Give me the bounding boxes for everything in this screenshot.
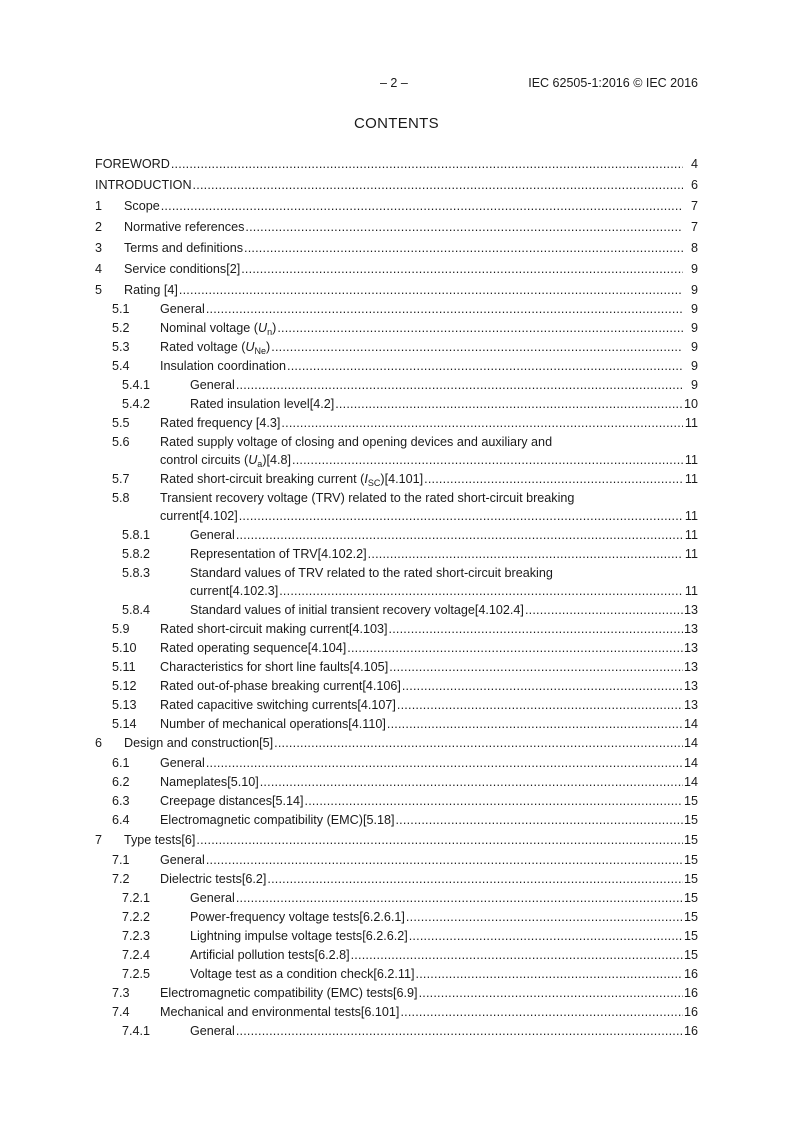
toc-entry[interactable] — [95, 528, 698, 543]
toc-entry-title: Nominal voltage $(U_n)$ — [160, 321, 277, 337]
toc-entry-page: 11 — [684, 528, 698, 542]
toc-entry-title: Rated frequency [4.3] — [160, 416, 281, 430]
toc-entry[interactable] — [95, 813, 698, 828]
toc-entry-title: Rated out-of-phase breaking current[4.106] — [160, 679, 401, 693]
toc-entry-title: Artificial pollution tests[6.2.8] — [190, 948, 350, 962]
toc-entry-page: 13 — [683, 603, 698, 617]
toc-entry[interactable] — [95, 872, 698, 887]
toc-entry-number: 5.4 — [112, 359, 130, 373]
dot-leader — [400, 1005, 683, 1020]
toc-entry-number: 5.5 — [112, 416, 130, 430]
toc-entry-number: 7.1 — [112, 853, 130, 867]
toc-entry-title: Rated operating sequence[4.104] — [160, 641, 347, 655]
toc-entry[interactable] — [95, 378, 698, 393]
toc-entry-page: 9 — [690, 340, 698, 354]
toc-entry-number: 7.4 — [112, 1005, 130, 1019]
toc-entry-number: 6.3 — [112, 794, 130, 808]
toc-entry[interactable] — [95, 603, 698, 618]
toc-entry-title: control circuits $(U_a)[4.8]$ — [160, 453, 292, 469]
toc-entry-number: 5.4.1 — [122, 378, 151, 392]
toc-entry-title: Standard values of TRV related to the rated short-circuit breaking — [190, 566, 553, 580]
dot-leader — [387, 717, 683, 732]
toc-entry[interactable] — [95, 359, 698, 374]
toc-entry[interactable] — [95, 491, 698, 524]
toc-entry[interactable] — [95, 794, 698, 809]
dot-leader — [179, 283, 683, 298]
toc-entry-page: 14 — [683, 717, 698, 731]
toc-entry-title: Representation of TRV[4.102.2] — [190, 547, 367, 561]
toc-entry[interactable] — [95, 472, 698, 487]
toc-entry-page: 8 — [690, 241, 698, 255]
toc-entry[interactable] — [95, 397, 698, 412]
toc-entry[interactable] — [95, 756, 698, 771]
toc-entry-title: Transient recovery voltage (TRV) related to the rated short-circuit breaking — [160, 491, 575, 505]
toc-entry-page: 13 — [683, 622, 698, 636]
toc-entry-page: 16 — [683, 1024, 698, 1038]
dot-leader — [335, 397, 683, 412]
toc-entry-title: Rating [4] — [124, 283, 178, 297]
toc-entry[interactable] — [95, 948, 698, 963]
toc-entry-title: Insulation coordination — [160, 359, 287, 373]
toc-entry-title: Terms and definitions — [124, 241, 244, 255]
toc-entry-number: 7.2.3 — [122, 929, 151, 943]
dot-leader — [241, 262, 683, 277]
toc-entry-page: 4 — [690, 157, 698, 171]
dot-leader — [271, 340, 683, 355]
dot-leader — [161, 199, 683, 214]
dot-leader — [368, 547, 683, 562]
toc-entry[interactable] — [95, 157, 698, 172]
toc-entry-page: 9 — [690, 262, 698, 276]
toc-entry-page: 15 — [683, 929, 698, 943]
toc-entry-page: 11 — [684, 453, 698, 467]
toc-entry-title: Lightning impulse voltage tests[6.2.6.2] — [190, 929, 408, 943]
page-header — [0, 76, 793, 92]
toc-entry-number: 5.8.4 — [122, 603, 151, 617]
toc-entry-title: Normative references — [124, 220, 245, 234]
toc-entry-number: 5.1 — [112, 302, 130, 316]
toc-entry-title: General — [190, 378, 235, 392]
dot-leader — [292, 453, 683, 468]
toc-entry-title: Electromagnetic compatibility (EMC) tests[6.9] — [160, 986, 418, 1000]
toc-entry-page: 11 — [684, 584, 698, 598]
toc-entry[interactable] — [95, 566, 698, 599]
dot-leader — [347, 641, 683, 656]
dot-leader — [244, 241, 683, 256]
dot-leader — [281, 416, 683, 431]
toc-entry[interactable] — [95, 986, 698, 1001]
toc-entry-number: 7.2.1 — [122, 891, 151, 905]
dot-leader — [267, 872, 683, 887]
toc-entry-number: 5.10 — [112, 641, 137, 655]
toc-entry-page: 16 — [683, 1005, 698, 1019]
toc-entry[interactable] — [95, 698, 698, 713]
toc-entry-number: 7 — [95, 833, 103, 847]
dot-leader — [409, 929, 683, 944]
dot-leader — [351, 948, 683, 963]
toc-entry-page: 14 — [683, 775, 698, 789]
toc-entry[interactable] — [95, 547, 698, 562]
toc-entry-title: Rated supply voltage of closing and opening devices and auxiliary and — [160, 435, 553, 449]
dot-leader — [389, 622, 683, 637]
toc-entry-title: Electromagnetic compatibility (EMC)[5.18] — [160, 813, 395, 827]
toc-entry-number: 6 — [95, 736, 103, 750]
toc-entry-page: 11 — [684, 509, 698, 523]
toc-entry[interactable] — [95, 736, 698, 751]
toc-entry[interactable] — [95, 262, 698, 277]
toc-entry-title: General — [160, 756, 205, 770]
toc-entry-page: 13 — [683, 641, 698, 655]
dot-leader — [402, 679, 683, 694]
toc-entry[interactable] — [95, 891, 698, 906]
toc-entry-page: 16 — [683, 986, 698, 1000]
toc-entry[interactable] — [95, 775, 698, 790]
toc-entry-number: 6.4 — [112, 813, 130, 827]
toc-entry[interactable] — [95, 1005, 698, 1020]
dot-leader — [406, 910, 683, 925]
dot-leader — [236, 891, 683, 906]
toc-entry-title: General — [160, 302, 205, 316]
toc-entry-number: 7.3 — [112, 986, 130, 1000]
toc-entry-title: Rated short-circuit breaking current $(I_{SC})[4.101]$ — [160, 472, 424, 488]
toc-entry-title: Rated capacitive switching currents[4.107] — [160, 698, 396, 712]
toc-entry-page: 9 — [690, 302, 698, 316]
dot-leader — [274, 736, 683, 751]
toc-entry-title: Power-frequency voltage tests[6.2.6.1] — [190, 910, 405, 924]
toc-entry-page: 13 — [683, 660, 698, 674]
toc-entry[interactable] — [95, 717, 698, 732]
toc-entry[interactable] — [95, 283, 698, 298]
toc-entry-title: Rated insulation level[4.2] — [190, 397, 335, 411]
toc-entry-title: General — [190, 528, 235, 542]
toc-entry-number: 5.8.1 — [122, 528, 151, 542]
toc-entry[interactable] — [95, 321, 698, 336]
toc-entry-number: 5.8 — [112, 491, 130, 505]
toc-entry-title: Number of mechanical operations[4.110] — [160, 717, 386, 731]
toc-entry[interactable] — [95, 853, 698, 868]
toc-entry-number: 5.11 — [112, 660, 136, 674]
toc-entry-number: 5.14 — [112, 717, 137, 731]
toc-entry-title: Scope — [124, 199, 160, 213]
dot-leader — [424, 472, 683, 487]
toc-entry-number: 5.3 — [112, 340, 130, 354]
toc-entry[interactable] — [95, 199, 698, 214]
toc-entry-page: 9 — [690, 359, 698, 373]
toc-entry-number: 3 — [95, 241, 103, 255]
toc-entry-title: Service conditions[2] — [124, 262, 241, 276]
toc-entry-page: 14 — [683, 756, 698, 770]
toc-entry[interactable] — [95, 660, 698, 675]
toc-entry-number: 5 — [95, 283, 103, 297]
dot-leader — [287, 359, 683, 374]
toc-entry-page: 15 — [683, 853, 698, 867]
toc-entry-page: 11 — [684, 547, 698, 561]
dot-leader — [525, 603, 683, 618]
toc-entry-page: 15 — [683, 948, 698, 962]
dot-leader — [245, 220, 683, 235]
toc-entry-title: Dielectric tests[6.2] — [160, 872, 267, 886]
toc-entry[interactable] — [95, 833, 698, 848]
toc-entry-page: 16 — [683, 967, 698, 981]
toc-entry-page: 7 — [690, 220, 698, 234]
toc-entry-number: 2 — [95, 220, 103, 234]
toc-entry-title: current[4.102] — [160, 509, 238, 523]
toc-entry-page: 9 — [690, 378, 698, 392]
toc-entry-number: 7.2.5 — [122, 967, 151, 981]
toc-entry[interactable] — [95, 1024, 698, 1039]
toc-entry-number: 5.6 — [112, 435, 130, 449]
dot-leader — [419, 986, 683, 1001]
table-of-contents — [95, 157, 698, 1039]
toc-entry-page: 15 — [683, 794, 698, 808]
toc-entry-page: 7 — [690, 199, 698, 213]
dot-leader — [236, 528, 683, 543]
toc-entry[interactable] — [95, 241, 698, 256]
dot-leader — [206, 853, 683, 868]
toc-entry-number: 6.2 — [112, 775, 130, 789]
toc-entry-number: 5.4.2 — [122, 397, 151, 411]
toc-entry-page: 15 — [683, 813, 698, 827]
toc-entry-title: Rated short-circuit making current[4.103] — [160, 622, 388, 636]
toc-entry-page: 15 — [683, 910, 698, 924]
toc-entry[interactable] — [95, 929, 698, 944]
toc-entry-page: 11 — [684, 416, 698, 430]
toc-entry-title: Voltage test as a condition check[6.2.11] — [190, 967, 415, 981]
toc-entry[interactable] — [95, 679, 698, 694]
toc-entry[interactable] — [95, 220, 698, 235]
dot-leader — [171, 157, 683, 172]
toc-entry[interactable] — [95, 302, 698, 317]
dot-leader — [395, 813, 683, 828]
toc-entry-page: 15 — [683, 872, 698, 886]
toc-entry[interactable] — [95, 622, 698, 637]
toc-entry[interactable] — [95, 910, 698, 925]
toc-entry-number: 5.8.3 — [122, 566, 151, 580]
toc-entry[interactable] — [95, 340, 698, 355]
dot-leader — [389, 660, 683, 675]
page-number: – 2 – — [380, 76, 408, 90]
toc-entry-number: 7.4.1 — [122, 1024, 151, 1038]
dot-leader — [239, 509, 683, 524]
toc-entry[interactable] — [95, 641, 698, 656]
toc-entry-number: 5.13 — [112, 698, 137, 712]
dot-leader — [416, 967, 683, 982]
toc-entry-page: 15 — [683, 833, 698, 847]
toc-entry-number: 1 — [95, 199, 103, 213]
dot-leader — [193, 178, 683, 193]
toc-entry-title: Type tests[6] — [124, 833, 196, 847]
toc-entry-title: current[4.102.3] — [190, 584, 279, 598]
toc-entry-page: 13 — [683, 698, 698, 712]
dot-leader — [277, 321, 683, 336]
toc-entry-page: 6 — [690, 178, 698, 192]
toc-entry-number: 7.2.4 — [122, 948, 151, 962]
toc-entry-title: General — [160, 853, 205, 867]
dot-leader — [236, 1024, 683, 1039]
toc-entry-number: 5.9 — [112, 622, 130, 636]
toc-entry-title: Creepage distances[5.14] — [160, 794, 304, 808]
toc-entry-page: 9 — [690, 321, 698, 335]
toc-entry-title: Characteristics for short line faults[4.105] — [160, 660, 389, 674]
dot-leader — [397, 698, 683, 713]
dot-leader — [196, 833, 683, 848]
toc-entry-number: 6.1 — [112, 756, 130, 770]
toc-entry-title: Nameplates[5.10] — [160, 775, 259, 789]
toc-entry-title: INTRODUCTION — [95, 178, 192, 192]
toc-entry-title: FOREWORD — [95, 157, 170, 171]
dot-leader — [279, 584, 683, 599]
toc-entry-title: Mechanical and environmental tests[6.101] — [160, 1005, 400, 1019]
toc-entry-number: 5.2 — [112, 321, 130, 335]
toc-entry-number: 7.2 — [112, 872, 130, 886]
toc-entry-page: 9 — [690, 283, 698, 297]
toc-entry-number: 5.7 — [112, 472, 130, 486]
toc-entry-page: 15 — [683, 891, 698, 905]
toc-entry[interactable] — [95, 416, 698, 431]
dot-leader — [236, 378, 683, 393]
dot-leader — [206, 756, 683, 771]
dot-leader — [305, 794, 683, 809]
toc-entry-page: 10 — [683, 397, 698, 411]
toc-entry-number: 5.8.2 — [122, 547, 151, 561]
dot-leader — [206, 302, 683, 317]
toc-entry-title: General — [190, 891, 235, 905]
toc-entry-title: Rated voltage $(U_{Ne})$ — [160, 340, 271, 356]
toc-entry-page: 11 — [684, 472, 698, 486]
toc-entry-number: 7.2.2 — [122, 910, 151, 924]
toc-entry-title: General — [190, 1024, 235, 1038]
toc-entry-page: 13 — [683, 679, 698, 693]
toc-entry-title: Design and construction[5] — [124, 736, 274, 750]
toc-entry[interactable] — [95, 435, 698, 468]
toc-entry-page: 14 — [683, 736, 698, 750]
standard-reference: IEC 62505-1:2016 © IEC 2016 — [528, 76, 698, 90]
toc-entry-title: Standard values of initial transient recovery voltage[4.102.4] — [190, 603, 524, 617]
page-title: CONTENTS — [354, 115, 439, 132]
toc-entry-number: 4 — [95, 262, 103, 276]
toc-entry-number: 5.12 — [112, 679, 137, 693]
toc-entry[interactable] — [95, 967, 698, 982]
dot-leader — [260, 775, 683, 790]
toc-entry[interactable] — [95, 178, 698, 193]
